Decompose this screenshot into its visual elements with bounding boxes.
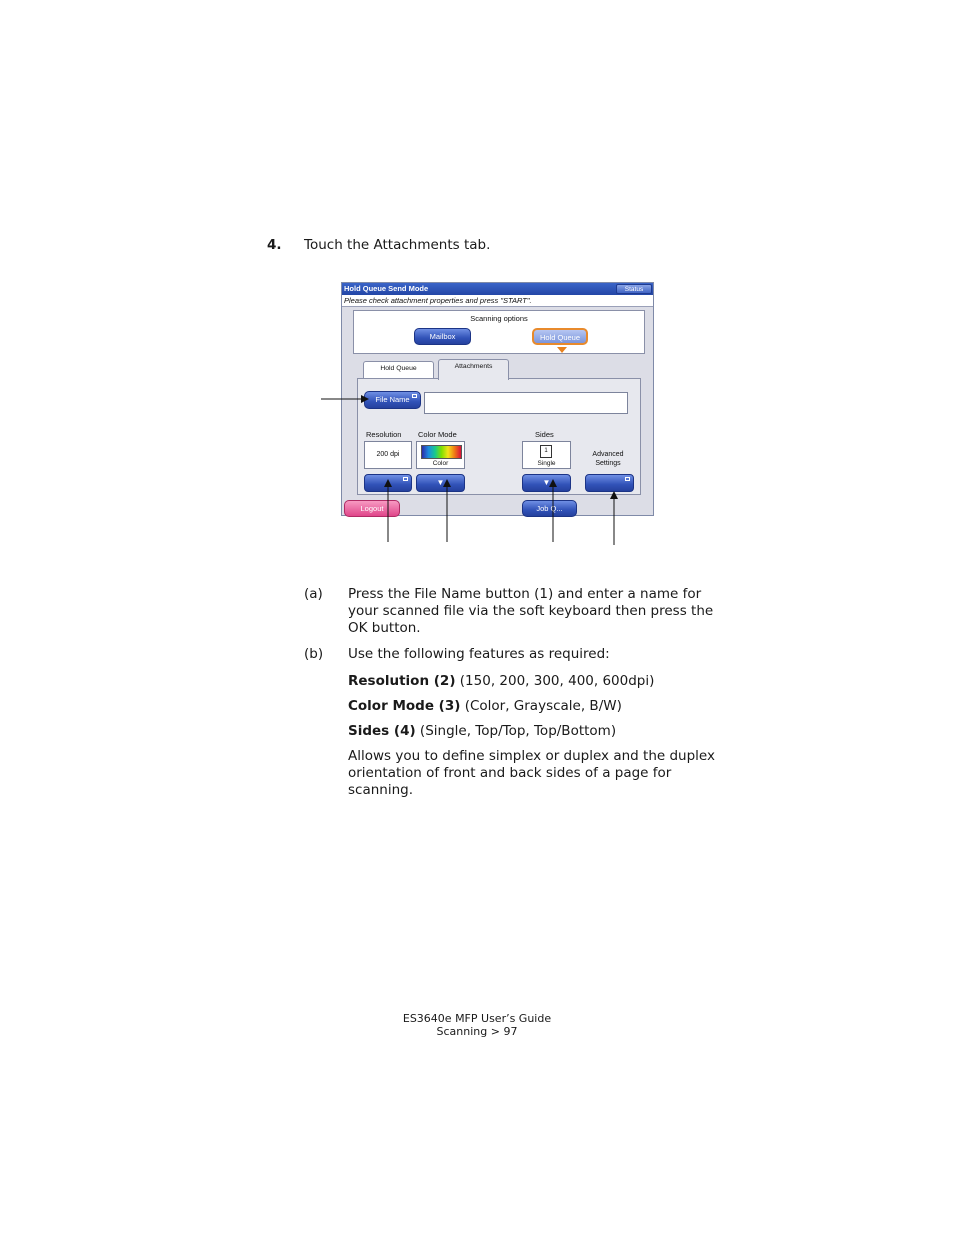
resolution-button[interactable] bbox=[364, 474, 412, 492]
feature-detail: (Color, Grayscale, B/W) bbox=[460, 698, 622, 714]
item-a-text: Press the File Name button (1) and enter a name for your scanned file via the soft keyboard then press the OK button. bbox=[348, 586, 714, 636]
resolution-value: 200 dpi bbox=[364, 441, 412, 469]
feature-sides bbox=[348, 723, 728, 740]
chevron-down-icon: ▼ bbox=[542, 478, 551, 487]
item-b-text: Use the following features as required: bbox=[348, 646, 610, 662]
color-mode-value: Color bbox=[432, 460, 449, 467]
sides-display bbox=[522, 441, 571, 469]
color-mode-display bbox=[416, 441, 465, 469]
file-name-button[interactable] bbox=[364, 391, 421, 409]
status-button[interactable]: Status bbox=[616, 284, 652, 294]
job-queue-button[interactable]: Job Q... bbox=[522, 500, 577, 517]
popup-icon bbox=[412, 394, 417, 398]
screen-title-bar: Hold Queue Send Mode bbox=[342, 283, 653, 295]
footer-guide-title: ES3640e MFP User’s Guide bbox=[402, 1012, 552, 1025]
sides-description: Allows you to define simplex or duplex and the duplex orientation of front and back sides of a page for scanning. bbox=[348, 748, 715, 798]
hold-queue-button[interactable]: Hold Queue bbox=[532, 328, 588, 345]
popup-icon bbox=[403, 477, 408, 481]
file-name-button-label: File Name bbox=[375, 395, 410, 404]
color-mode-label: Color Mode bbox=[418, 430, 457, 439]
feature-name: Sides (4) bbox=[348, 723, 416, 739]
chevron-down-icon: ▼ bbox=[436, 478, 445, 487]
sides-label: Sides bbox=[535, 430, 554, 439]
advanced-settings-label: Advanced Settings bbox=[592, 451, 624, 467]
sides-dropdown-button[interactable] bbox=[522, 474, 571, 492]
color-spectrum-icon bbox=[421, 445, 462, 459]
tab-attachments[interactable]: Attachments bbox=[438, 359, 509, 380]
resolution-label: Resolution bbox=[366, 430, 402, 439]
scanning-options-panel bbox=[353, 310, 645, 354]
feature-name: Resolution (2) bbox=[348, 673, 456, 689]
item-b-tag: (b) bbox=[304, 646, 324, 662]
scanning-options-label: Scanning options bbox=[470, 314, 528, 323]
file-name-field[interactable] bbox=[424, 392, 628, 414]
page-icon: 1 bbox=[540, 445, 552, 458]
tab-hold-queue[interactable]: Hold Queue bbox=[363, 361, 434, 379]
color-mode-dropdown-button[interactable] bbox=[416, 474, 465, 492]
screen-message: Please check attachment properties and press "START". bbox=[342, 295, 653, 307]
feature-name: Color Mode (3) bbox=[348, 698, 461, 714]
feature-detail: (Single, Top/Top, Top/Bottom) bbox=[415, 723, 617, 739]
step-instruction: Touch the Attachments tab. bbox=[304, 237, 491, 253]
page-footer bbox=[0, 1012, 954, 1038]
advanced-settings-button[interactable] bbox=[585, 474, 634, 492]
popup-icon bbox=[625, 477, 630, 481]
feature-color-mode bbox=[348, 698, 728, 715]
selected-indicator-icon bbox=[557, 347, 567, 353]
mfp-screen-screenshot bbox=[341, 282, 654, 516]
sides-value: Single bbox=[537, 460, 556, 467]
step-number: 4. bbox=[267, 237, 282, 253]
logout-button[interactable]: Logout bbox=[344, 500, 400, 517]
footer-page-ref: Scanning > 97 bbox=[436, 1025, 518, 1038]
feature-detail: (150, 200, 300, 400, 600dpi) bbox=[455, 673, 655, 689]
item-a-tag: (a) bbox=[304, 586, 323, 602]
mailbox-button[interactable]: Mailbox bbox=[414, 328, 471, 345]
feature-resolution bbox=[348, 673, 728, 690]
